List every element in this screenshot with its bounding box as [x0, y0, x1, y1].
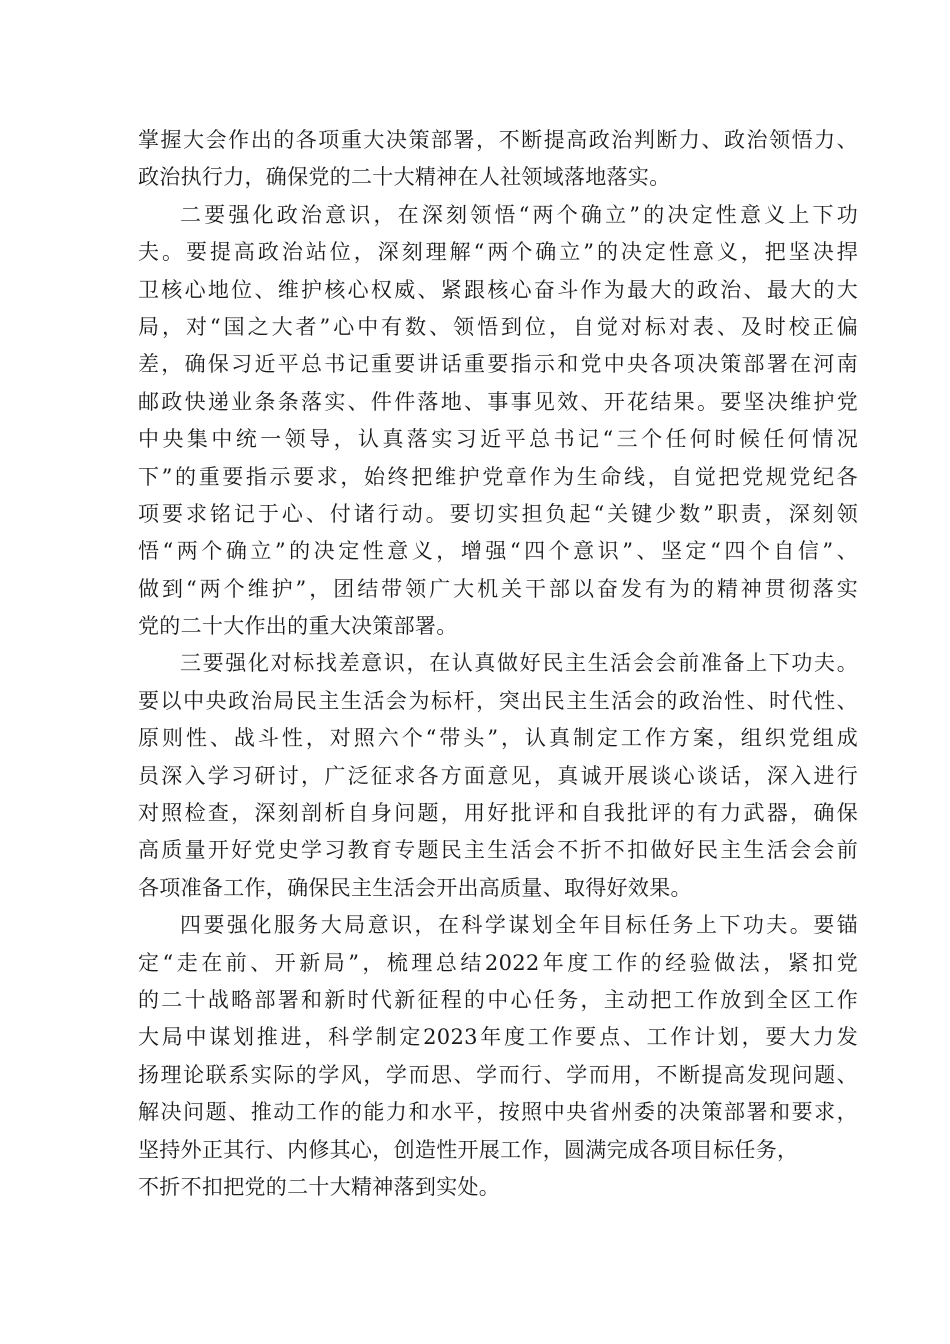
text-line: 的二十战略部署和新时代新征程的中心任务，主动把工作放到全区工作: [138, 987, 858, 1012]
text-line: 高质量开好党史学习教育专题民主生活会不折不扣做好民主生活会会前: [138, 838, 858, 863]
paragraph-p3: [138, 645, 858, 907]
paragraph-p2: [138, 197, 858, 646]
text-line: 原则性、战斗性，对照六个“带头”，认真制定工作方案，组织党组成: [138, 726, 858, 751]
text-line: 要以中央政治局民主生活会为标杆，突出民主生活会的政治性、时代性、: [138, 688, 858, 713]
text-line: 定“走在前、开新局”，梳理总结2022年度工作的经验做法，紧扣党: [138, 950, 858, 975]
paragraph-p1: [138, 122, 858, 197]
text-line: 二要强化政治意识，在深刻领悟“两个确立”的决定性意义上下功: [180, 202, 858, 227]
text-line: 夫。要提高政治站位，深刻理解“两个确立”的决定性意义，把坚决捍: [138, 240, 858, 265]
text-line: 四要强化服务大局意识，在科学谋划全年目标任务上下功夫。要锚: [180, 913, 858, 938]
text-line: 三要强化对标找差意识，在认真做好民主生活会会前准备上下功夫。: [180, 651, 858, 676]
text-line: 不折不扣把党的二十大精神落到实处。: [138, 1174, 501, 1199]
text-line: 解决问题、推动工作的能力和水平，按照中央省州委的决策部署和要求，: [138, 1100, 858, 1125]
text-line: 邮政快递业条条落实、件件落地、事事见效、开花结果。要坚决维护党: [138, 389, 858, 414]
text-line: 员深入学习研讨，广泛征求各方面意见，真诚开展谈心谈话，深入进行: [138, 763, 858, 788]
text-line: 对照检查，深刻剖析自身问题，用好批评和自我批评的有力武器，确保: [138, 801, 858, 826]
text-line: 各项准备工作，确保民主生活会开出高质量、取得好效果。: [138, 875, 692, 900]
text-line: 扬理论联系实际的学风，学而思、学而行、学而用，不断提高发现问题、: [138, 1062, 858, 1087]
text-line: 大局中谋划推进，科学制定2023年度工作要点、工作计划，要大力发: [138, 1025, 858, 1050]
text-line: 卫核心地位、维护核心权威、紧跟核心奋斗作为最大的政治、最大的大: [138, 277, 858, 302]
text-line: 党的二十大作出的重大决策部署。: [138, 614, 458, 639]
text-line: 悟“两个确立”的决定性意义，增强“四个意识”、坚定“四个自信”、: [138, 539, 858, 564]
text-line: 政治执行力，确保党的二十大精神在人社领域落地落实。: [138, 165, 671, 190]
paragraph-p4: [138, 907, 858, 1206]
text-line: 中央集中统一领导，认真落实习近平总书记“三个任何时候任何情况: [138, 427, 858, 452]
text-line: 局，对“国之大者”心中有数、领悟到位，自觉对标对表、及时校正偏: [138, 314, 858, 339]
text-line: 做到“两个维护”，团结带领广大机关干部以奋发有为的精神贯彻落实: [138, 576, 858, 601]
document-body: [138, 122, 858, 1206]
text-line: 掌握大会作出的各项重大决策部署，不断提高政治判断力、政治领悟力、: [138, 128, 858, 152]
text-line: 坚持外正其行、内修其心，创造性开展工作，圆满完成各项目标任务，: [138, 1137, 799, 1162]
text-line: 差，确保习近平总书记重要讲话重要指示和党中央各项决策部署在河南: [138, 352, 858, 377]
text-line: 下”的重要指示要求，始终把维护党章作为生命线，自觉把党规党纪各: [138, 464, 858, 489]
text-line: 项要求铭记于心、付诸行动。要切实担负起“关键少数”职责，深刻领: [138, 501, 858, 526]
